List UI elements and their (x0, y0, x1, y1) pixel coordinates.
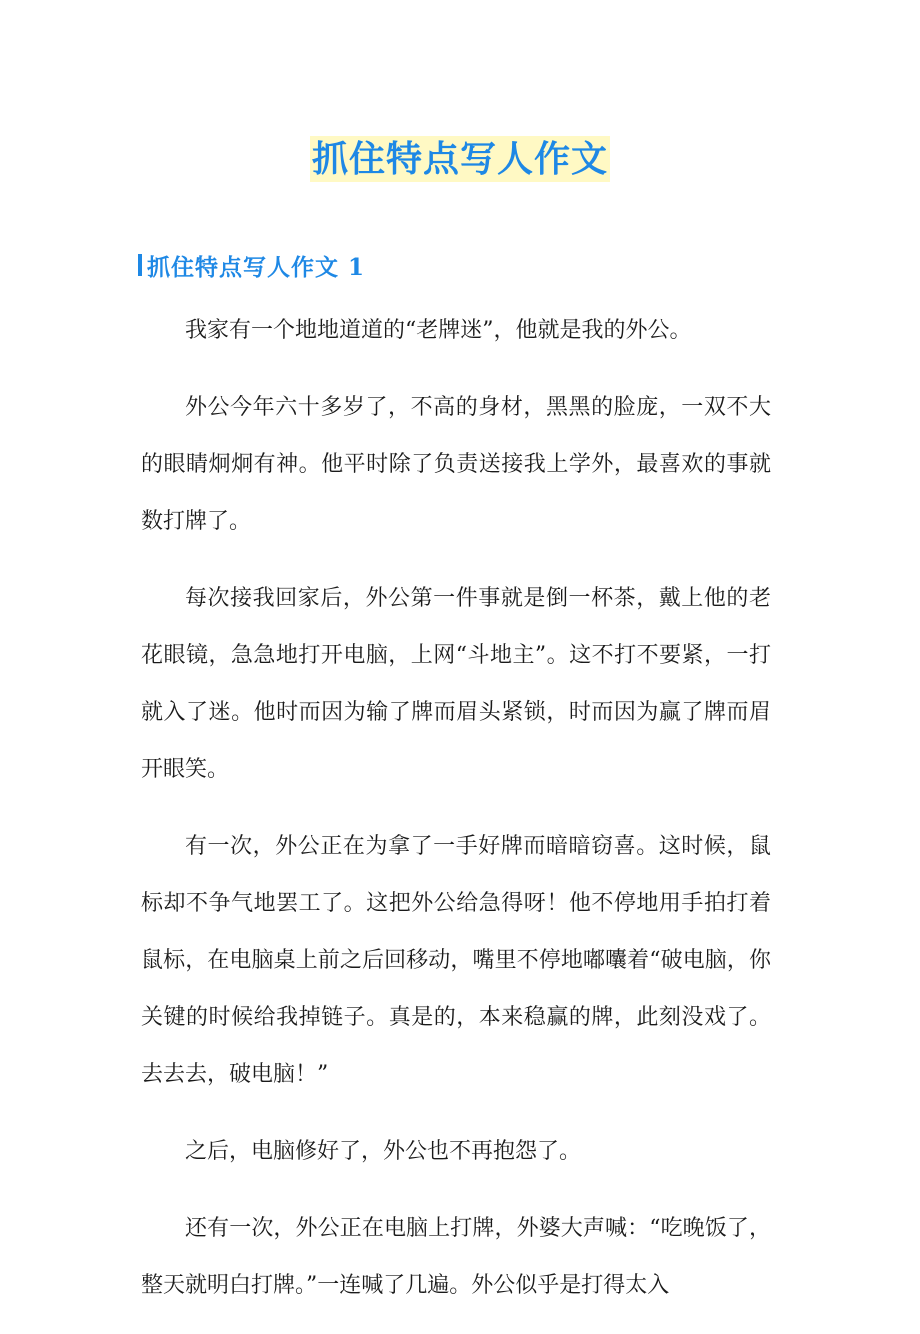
section-heading (138, 250, 365, 280)
paragraph: 还有一次，外公正在电脑上打牌，外婆大声喊：“吃晚饭了，整天就明白打牌。”一连喊了几遍。外公似乎是打得太入 (141, 1216, 771, 1298)
section-marker-icon (138, 254, 142, 276)
document-title (0, 136, 920, 182)
paragraph: 之后，电脑修好了，外公也不再抱怨了。 (185, 1139, 582, 1164)
document-title-text: 抓住特点写人作文 (311, 138, 608, 180)
paragraph: 外公今年六十多岁了，不高的身材，黑黑的脸庞，一双不大的眼睛炯炯有神。他平时除了负责送接我上学外，最喜欢的事就数打牌了。 (141, 395, 771, 534)
article-body (141, 302, 771, 1334)
section-heading-text: 抓住特点写人作文 1 (147, 253, 366, 281)
paragraph: 我家有一个地地道道的“老牌迷”，他就是我的外公。 (185, 318, 692, 343)
paragraph: 有一次，外公正在为拿了一手好牌而暗暗窃喜。这时候，鼠标却不争气地罢工了。这把外公给急得呀！他不停地用手拍打着鼠标，在电脑桌上前之后回移动，嘴里不停地嘟囔着“破电脑，你关键的时候给我掉链子。真是的，本来稳赢的牌，此刻没戏了。去去去，破电脑！” (141, 834, 771, 1087)
paragraph: 每次接我回家后，外公第一件事就是倒一杯茶，戴上他的老花眼镜，急急地打开电脑，上网“斗地主”。这不打不要紧，一打就入了迷。他时而因为输了牌而眉头紧锁，时而因为赢了牌而眉开眼笑。 (141, 586, 771, 782)
